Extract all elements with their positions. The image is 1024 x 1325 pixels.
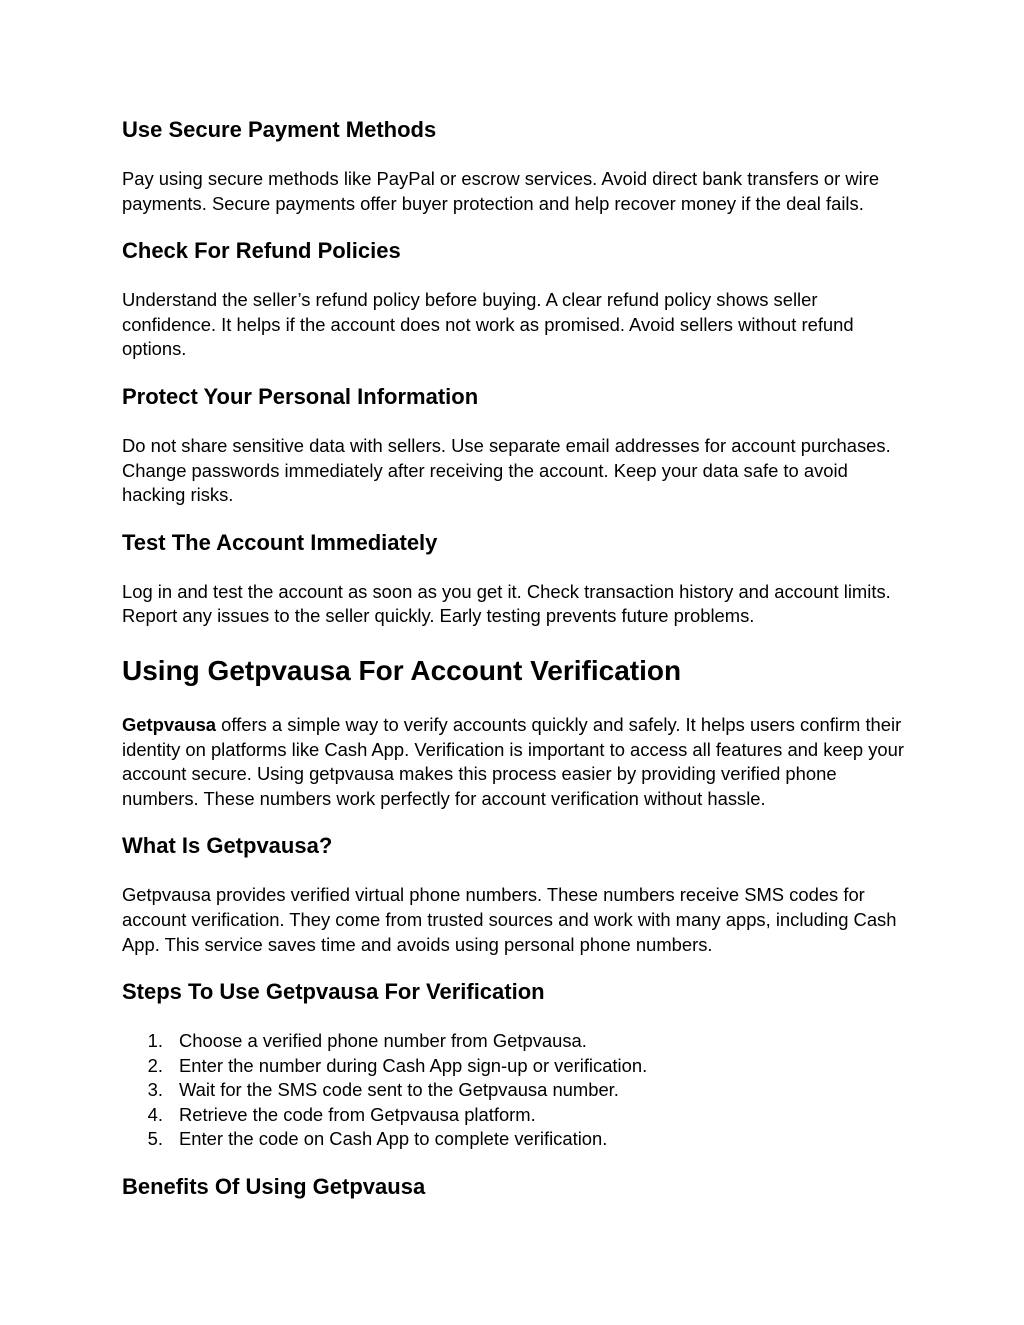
heading-benefits-of-using-getpvausa: Benefits Of Using Getpvausa (122, 1174, 426, 1200)
list-item-number: 3. (147, 1079, 163, 1101)
heading-test-the-account-immediately: Test The Account Immediately (122, 529, 438, 555)
heading-protect-your-personal-information: Protect Your Personal Information (122, 383, 479, 409)
list-item (122, 1054, 912, 1079)
list-item (122, 1078, 912, 1103)
list-item-number: 1. (147, 1030, 163, 1052)
list-item-text: Choose a verified phone number from Getpvausa. (179, 1030, 587, 1052)
list-item-number: 2. (147, 1054, 163, 1076)
list-item-text: Enter the number during Cash App sign-up or verification. (179, 1054, 648, 1076)
bold-lead-getpvausa: Getpvausa (122, 713, 217, 735)
heading-steps-to-use-getpvausa: Steps To Use Getpvausa For Verification (122, 979, 545, 1005)
list-item-text: Enter the code on Cash App to complete verification. (179, 1128, 608, 1150)
heading-what-is-getpvausa: What Is Getpvausa? (122, 833, 333, 859)
paragraph-text: offers a simple way to verify accounts quickly and safely. It helps users confirm their identity on platforms like Cash App. Verification is important to access all features and keep your account secure. Using getpvausa makes this process easier by providing verified phone numbers. These numbers work perfectly for account verification without hassle. (122, 713, 905, 809)
paragraph-personal-info: Do not share sensitive data with sellers. Use separate email addresses for account purchases. Change passwords immediately after receiving the account. Keep your data safe to avoid hacking risks. (122, 434, 891, 506)
paragraph-using-getpvausa (122, 713, 912, 811)
list-item-number: 4. (147, 1103, 163, 1125)
heading-use-secure-payment-methods: Use Secure Payment Methods (122, 117, 437, 142)
list-item (122, 1127, 912, 1152)
list-item-text: Wait for the SMS code sent to the Getpvausa number. (179, 1079, 619, 1101)
list-item (122, 1029, 912, 1054)
paragraph-test-account: Log in and test the account as soon as you get it. Check transaction history and account limits. Report any issues to the seller quickly. Early testing prevents future problems. (122, 580, 891, 627)
heading-using-getpvausa-for-account-verification: Using Getpvausa For Account Verification (122, 654, 682, 686)
paragraph-what-is: Getpvausa provides verified virtual phone numbers. These numbers receive SMS codes for account verification. They come from trusted sources and work with many apps, including Cash App. This service saves time and avoids using personal phone numbers. (122, 884, 897, 955)
list-item (122, 1103, 912, 1128)
paragraph-secure-payment: Pay using secure methods like PayPal or escrow services. Avoid direct bank transfers or wire payments. Secure payments offer buyer protection and help recover money if the deal fails. (122, 168, 880, 214)
steps-ordered-list (122, 1029, 912, 1152)
heading-check-for-refund-policies: Check For Refund Policies (122, 238, 401, 264)
list-item-number: 5. (147, 1128, 163, 1150)
list-item-text: Retrieve the code from Getpvausa platform. (179, 1103, 536, 1125)
paragraph-refund: Understand the seller’s refund policy before buying. A clear refund policy shows seller confidence. It helps if the account does not work as promised. Avoid sellers without refund options. (122, 289, 854, 360)
